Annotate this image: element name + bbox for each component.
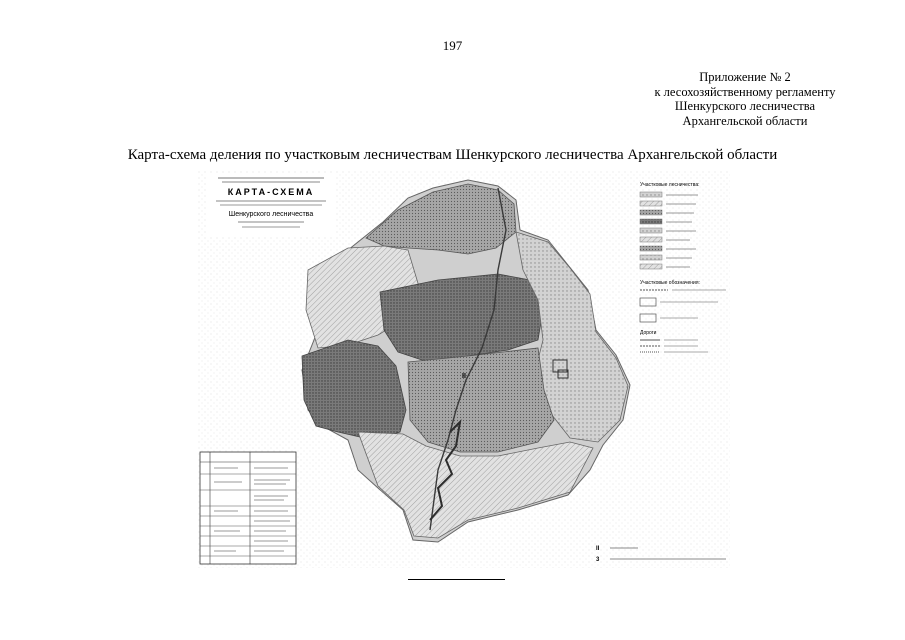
appendix-note	[630, 70, 860, 128]
legend-heading-3: Дороги	[640, 330, 657, 336]
map-header-name: Шенкурского лесничества	[228, 211, 314, 218]
legend-heading-1: Участковые лесничества:	[640, 182, 700, 188]
map-header-title: КАРТА-СХЕМА	[227, 187, 315, 197]
appendix-line-1: Приложение № 2	[699, 70, 791, 84]
appendix-line-4: Архангельской области	[682, 113, 808, 128]
map-header	[206, 174, 336, 236]
forestry-map-scan	[198, 170, 730, 568]
legend-heading-2: Участковые обозначения:	[640, 280, 700, 286]
map-marker-ii: II	[462, 373, 466, 380]
appendix-line-2: к лесохозяйственному регламенту	[654, 84, 836, 99]
map-table	[200, 452, 296, 564]
footnote-separator	[408, 579, 505, 580]
page-number: 197	[442, 38, 463, 53]
footnote-mark-3: 3	[596, 557, 600, 563]
document-title: Карта-схема деления по участковым лесничествам Шенкурского лесничества Архангельской области	[127, 147, 778, 163]
footnote-mark-ii: II	[596, 546, 600, 552]
appendix-line-3: Шенкурского лесничества	[674, 99, 816, 114]
map-image	[198, 170, 730, 568]
